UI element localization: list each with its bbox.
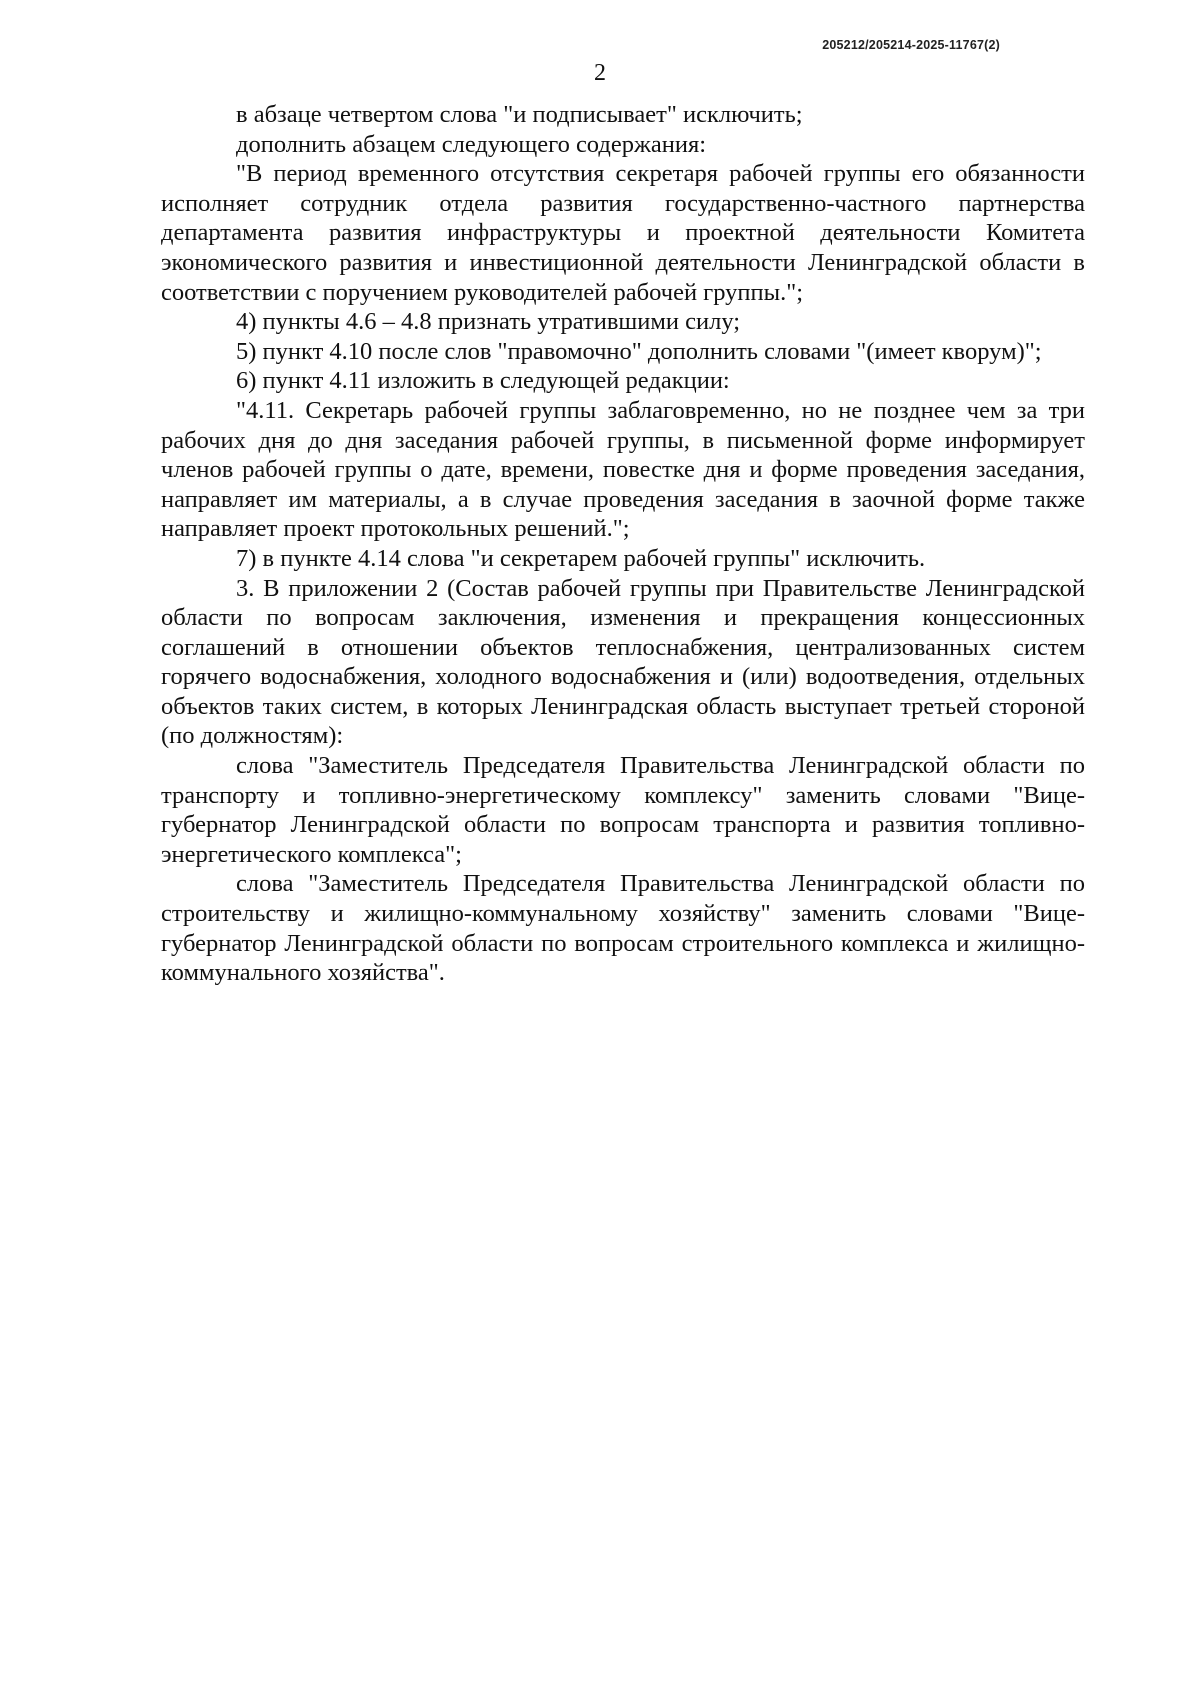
paragraph-10: слова "Заместитель Председателя Правительства Ленинградской области по транспорту и топливно-энергетическому комплексу" заменить словами "Вице-губернатор Ленинградской области по вопросам транспорта и развития топливно-энергетического комплекса";: [161, 752, 1085, 868]
paragraph-6: 6) пункт 4.11 изложить в следующей редакции:: [236, 367, 730, 395]
paragraph-11: слова "Заместитель Председателя Правительства Ленинградской области по строительству и жилищно-коммунальному хозяйству" заменить словами "Вице-губернатор Ленинградской области по вопросам строительного комплекса и жилищно-коммунального хозяйства".: [161, 870, 1085, 987]
paragraph-2: дополнить абзацем следующего содержания:: [236, 130, 707, 158]
paragraph-5: 5) пункт 4.10 после слов "правомочно" дополнить словами "(имеет кворум)";: [236, 337, 1042, 365]
paragraph-3: "В период временного отсутствия секретаря рабочей группы его обязанности исполняет сотрудник отдела развития государственно-частного партнерства департамента развития инфраструктуры и проектной деятельности Комитета экономического развития и инвестиционной деятельности Ленинградской области в соответствии с поручением руководителей рабочей группы.";: [161, 160, 1085, 306]
paragraph-9: 3. В приложении 2 (Состав рабочей группы при Правительстве Ленинградской области по вопросам заключения, изменения и прекращения концессионных соглашений в отношении объектов теплоснабжения, централизованных систем горячего водоснабжения, холодного водоснабжения и (или) водоотведения, отдельных объектов таких систем, в которых Ленинградская область выступает третьей стороной (по должностям):: [161, 574, 1085, 750]
document-id: 205212/205214-2025-11767(2): [822, 38, 1000, 52]
paragraph-4: 4) пункты 4.6 – 4.8 признать утратившими силу;: [236, 308, 741, 336]
paragraph-8: 7) в пункте 4.14 слова "и секретарем рабочей группы" исключить.: [236, 544, 926, 572]
paragraph-1: в абзаце четвертом слова "и подписывает" исключить;: [236, 101, 803, 128]
document-body: [161, 100, 1085, 988]
paragraph-7: "4.11. Секретарь рабочей группы заблаговременно, но не позднее чем за три рабочих дня до дня заседания рабочей группы, в письменной форме информирует членов рабочей группы о дате, времени, повестке дня и форме проведения заседания, направляет им материалы, а в случае проведения заседания в заочной форме также направляет проект протокольных решений.";: [161, 396, 1085, 543]
page-number: 2: [594, 60, 606, 86]
